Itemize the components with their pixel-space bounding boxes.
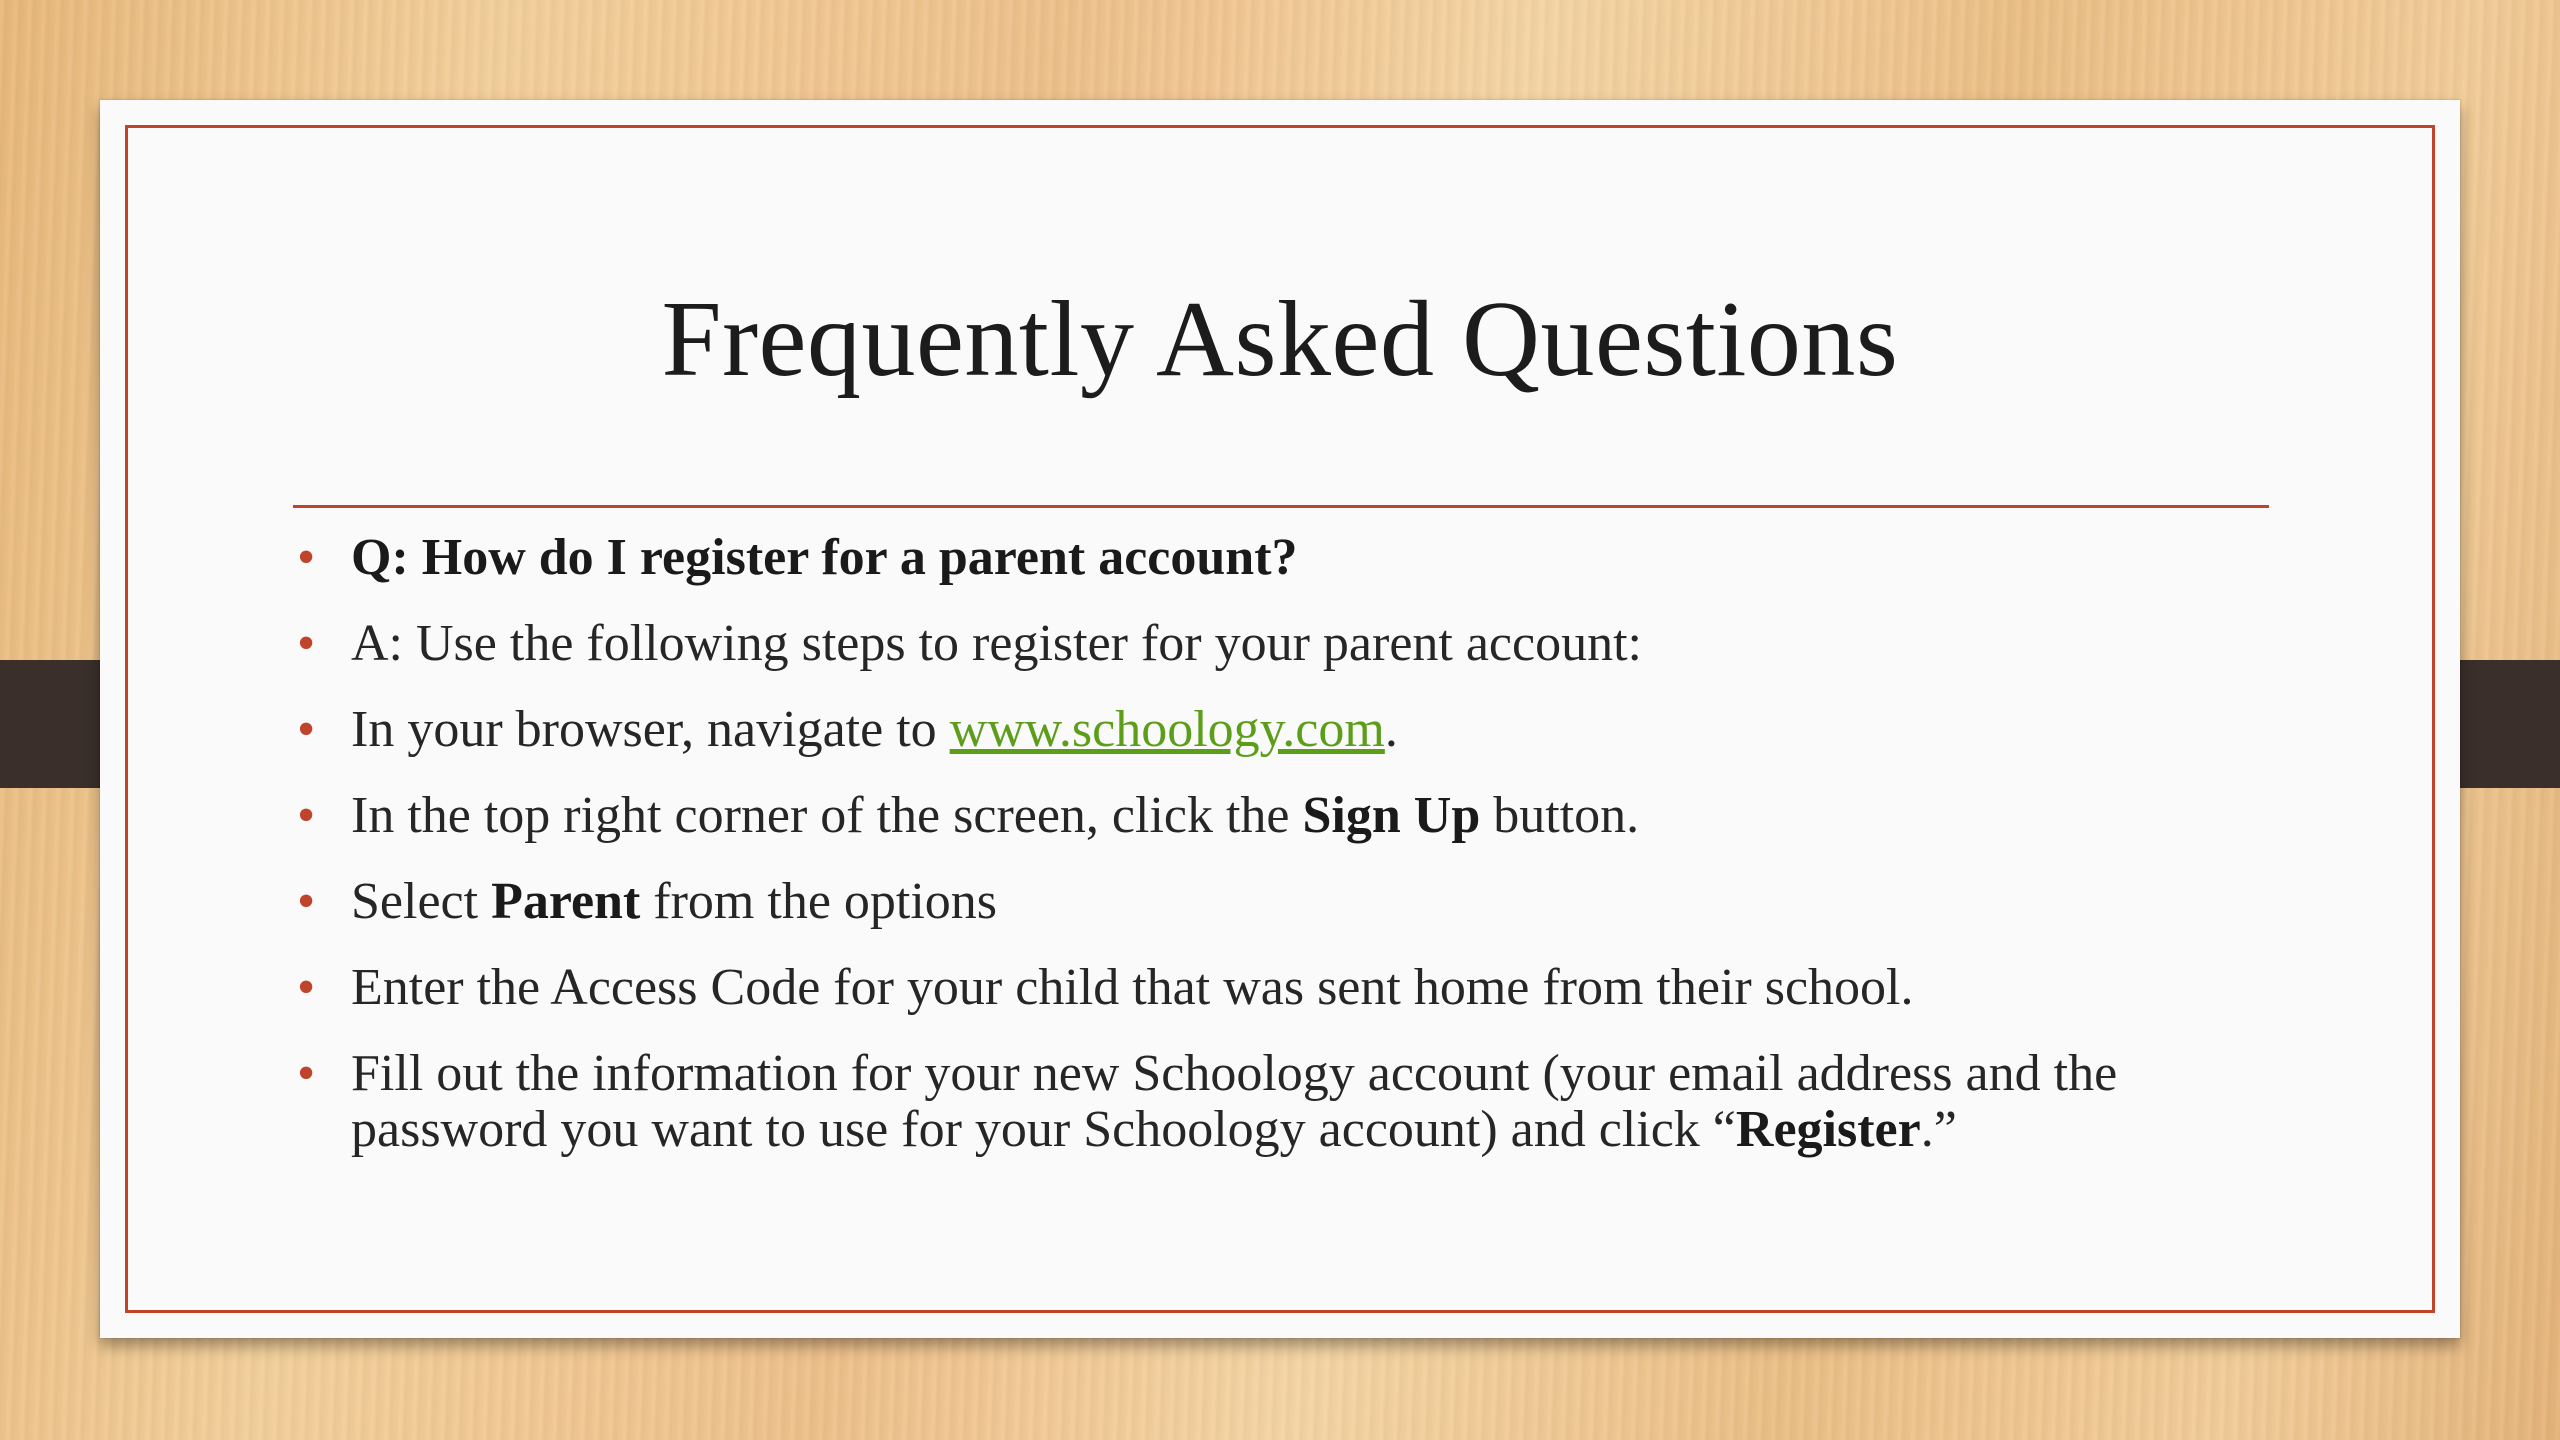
sign-up-emphasis: Sign Up (1302, 787, 1481, 844)
step2-suffix: button. (1480, 787, 1640, 844)
bullet-icon: • (297, 959, 316, 1016)
step5-suffix: .” (1920, 1101, 1957, 1158)
register-emphasis: Register (1735, 1101, 1921, 1158)
bullet-icon: • (297, 615, 316, 672)
bullet-icon: • (297, 873, 316, 930)
faq-question: Q: How do I register for a parent account? (351, 529, 1298, 586)
list-item (293, 960, 2293, 1016)
slide (100, 100, 2460, 1338)
list-item (293, 616, 2293, 672)
list-item (293, 788, 2293, 844)
step2-prefix: In the top right corner of the screen, click the (351, 787, 1303, 844)
list-item (293, 702, 2293, 758)
step1-suffix: . (1384, 701, 1398, 758)
step1-prefix: In your browser, navigate to (351, 701, 950, 758)
faq-answer: A: Use the following steps to register for your parent account: (351, 615, 1642, 672)
list-item (293, 530, 2293, 586)
parent-emphasis: Parent (491, 873, 641, 930)
slide-title: Frequently Asked Questions (661, 280, 1899, 399)
bullet-icon: • (297, 787, 316, 844)
bullet-icon: • (297, 529, 316, 586)
bullet-icon: • (297, 1045, 316, 1102)
list-item (293, 874, 2293, 930)
step3-suffix: from the options (640, 873, 998, 930)
faq-bullet-list (293, 530, 2293, 1188)
step3-prefix: Select (351, 873, 492, 930)
bullet-icon: • (297, 701, 316, 758)
title-divider (293, 505, 2269, 508)
step5-prefix: Fill out the information for your new Schoology account (your email address and the password you want to use for your Schoology account) and click “ (351, 1045, 2118, 1158)
list-item (293, 1046, 2293, 1158)
schoology-link[interactable]: www.schoology.com (949, 701, 1385, 758)
step4-text: Enter the Access Code for your child that was sent home from their school. (351, 959, 1914, 1016)
